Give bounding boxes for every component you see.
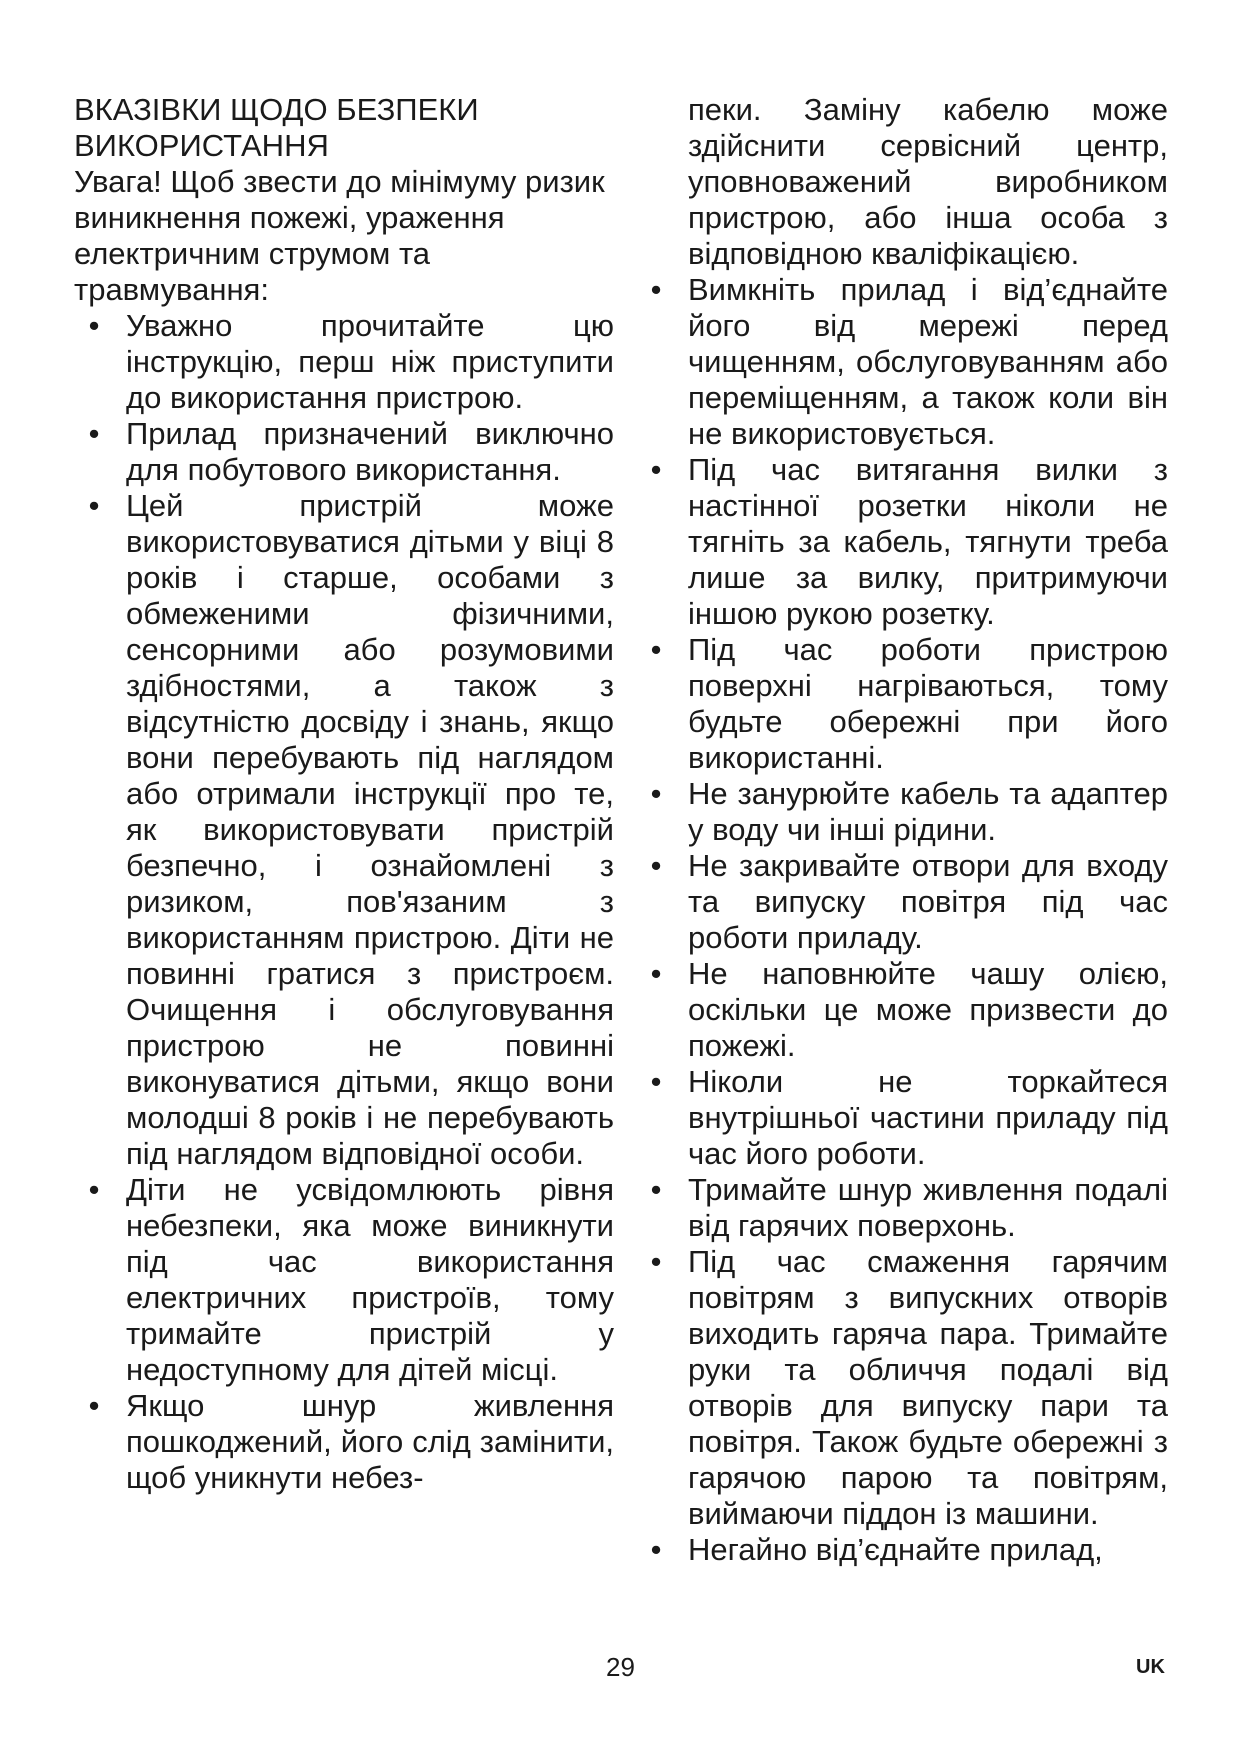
list-item-text: Якщо шнур живлення пошкоджений, його слід замінити, щоб уникнути небез- (126, 1388, 614, 1495)
list-item-text: Цей пристрій може використовуватися дітьми у віці 8 років і старше, особами з обмеженими фізичними, сенсорними або розумовими здібностями, а також з відсутністю досвіду і знань, якщо вони перебувають під наглядом або отримали інструкції про те, як використовувати пристрій безпечно, і ознайомлені з ризиком, пов'язаним з використанням пристрою. Діти не повинні гратися з пристроєм. Очищення і обслуговування пристрою не повинні виконуватися дітьми, якщо вони молодші 8 років і не перебувають під наглядом відповідної особи. (126, 488, 614, 1171)
list-item (636, 776, 1168, 848)
list-item-text: Ніколи не торкайтеся внутрішньої частини приладу під час його роботи. (688, 1064, 1168, 1171)
bullet-icon: • (650, 1172, 662, 1207)
list-item (636, 1064, 1168, 1172)
list-item (74, 1388, 614, 1496)
right-column (636, 92, 1168, 1568)
bullet-icon: • (650, 1532, 662, 1567)
list-item-text: Прилад призначений виключно для побутового використання. (126, 416, 614, 487)
left-column (74, 92, 614, 1496)
list-item-text: Не наповнюйте чашу олією, оскільки це може призвести до пожежі. (688, 956, 1168, 1063)
list-item (636, 1244, 1168, 1532)
bullet-icon: • (650, 272, 662, 307)
list-item (636, 1172, 1168, 1244)
list-item-text: Не занурюйте кабель та адаптер у воду чи інші рідини. (688, 776, 1168, 847)
list-item-text: Вимкніть прилад і від’єднайте його від мережі перед чищенням, обслуговуванням або переміщенням, а також коли він не використовується. (688, 272, 1168, 451)
bullet-icon: • (88, 1172, 100, 1207)
list-item-text: Негайно від’єднайте прилад, (688, 1532, 1103, 1567)
bullet-icon: • (650, 776, 662, 811)
bullet-icon: • (650, 1064, 662, 1099)
warning-intro: Увага! Щоб звести до мінімуму ризик виникнення пожежі, ураження електричним струмом та травмування: (74, 164, 605, 307)
list-item (636, 452, 1168, 632)
list-item-continuation: пеки. Заміну кабелю може здійснити сервісний центр, уповноважений виробником пристрою, або інша особа з відповідною кваліфікацією. (688, 92, 1168, 271)
list-item-text: Тримайте шнур живлення подалі від гарячих поверхонь. (688, 1172, 1168, 1243)
list-item-text: Під час витягання вилки з настінної розетки ніколи не тягніть за кабель, тягнути треба лише за вилку, притримуючи іншою рукою розетку. (688, 452, 1168, 631)
list-item-text: Не закривайте отвори для входу та випуску повітря під час роботи приладу. (688, 848, 1168, 955)
page-number: 29 (606, 1652, 635, 1682)
language-code: UK (1136, 1656, 1165, 1678)
list-item-text: Діти не усвідомлюють рівня небезпеки, яка може виникнути під час використання електричних пристроїв, тому тримайте пристрій у недоступному для дітей місці. (126, 1172, 614, 1387)
bullet-icon: • (88, 308, 100, 343)
bullet-icon: • (650, 632, 662, 667)
bullet-icon: • (650, 1244, 662, 1279)
bullet-icon: • (650, 956, 662, 991)
list-item-text: Під час роботи пристрою поверхні нагріваються, тому будьте обережні при його використанні. (688, 632, 1168, 775)
list-item (74, 308, 614, 416)
bullet-icon: • (88, 1388, 100, 1423)
list-item-text: Під час смаження гарячим повітрям з випускних отворів виходить гаряча пара. Тримайте руки та обличчя подалі від отворів для випуску пари та повітря. Також будьте обережні з гарячою парою та повітрям, виймаючи піддон із машини. (688, 1244, 1168, 1531)
list-item (74, 416, 614, 488)
list-item (636, 956, 1168, 1064)
list-item (74, 1172, 614, 1388)
list-item (636, 848, 1168, 956)
list-item (636, 1532, 1168, 1568)
section-heading: ВКАЗІВКИ ЩОДО БЕЗПЕКИ ВИКОРИСТАННЯ (74, 92, 479, 163)
bullet-icon: • (88, 416, 100, 451)
bullet-icon: • (88, 488, 100, 523)
list-item-text: Уважно прочитайте цю інструкцію, перш ніж приступити до використання пристрою. (126, 308, 614, 415)
list-item (636, 632, 1168, 776)
list-item (74, 488, 614, 1172)
list-item (636, 272, 1168, 452)
bullet-icon: • (650, 848, 662, 883)
bullet-icon: • (650, 452, 662, 487)
